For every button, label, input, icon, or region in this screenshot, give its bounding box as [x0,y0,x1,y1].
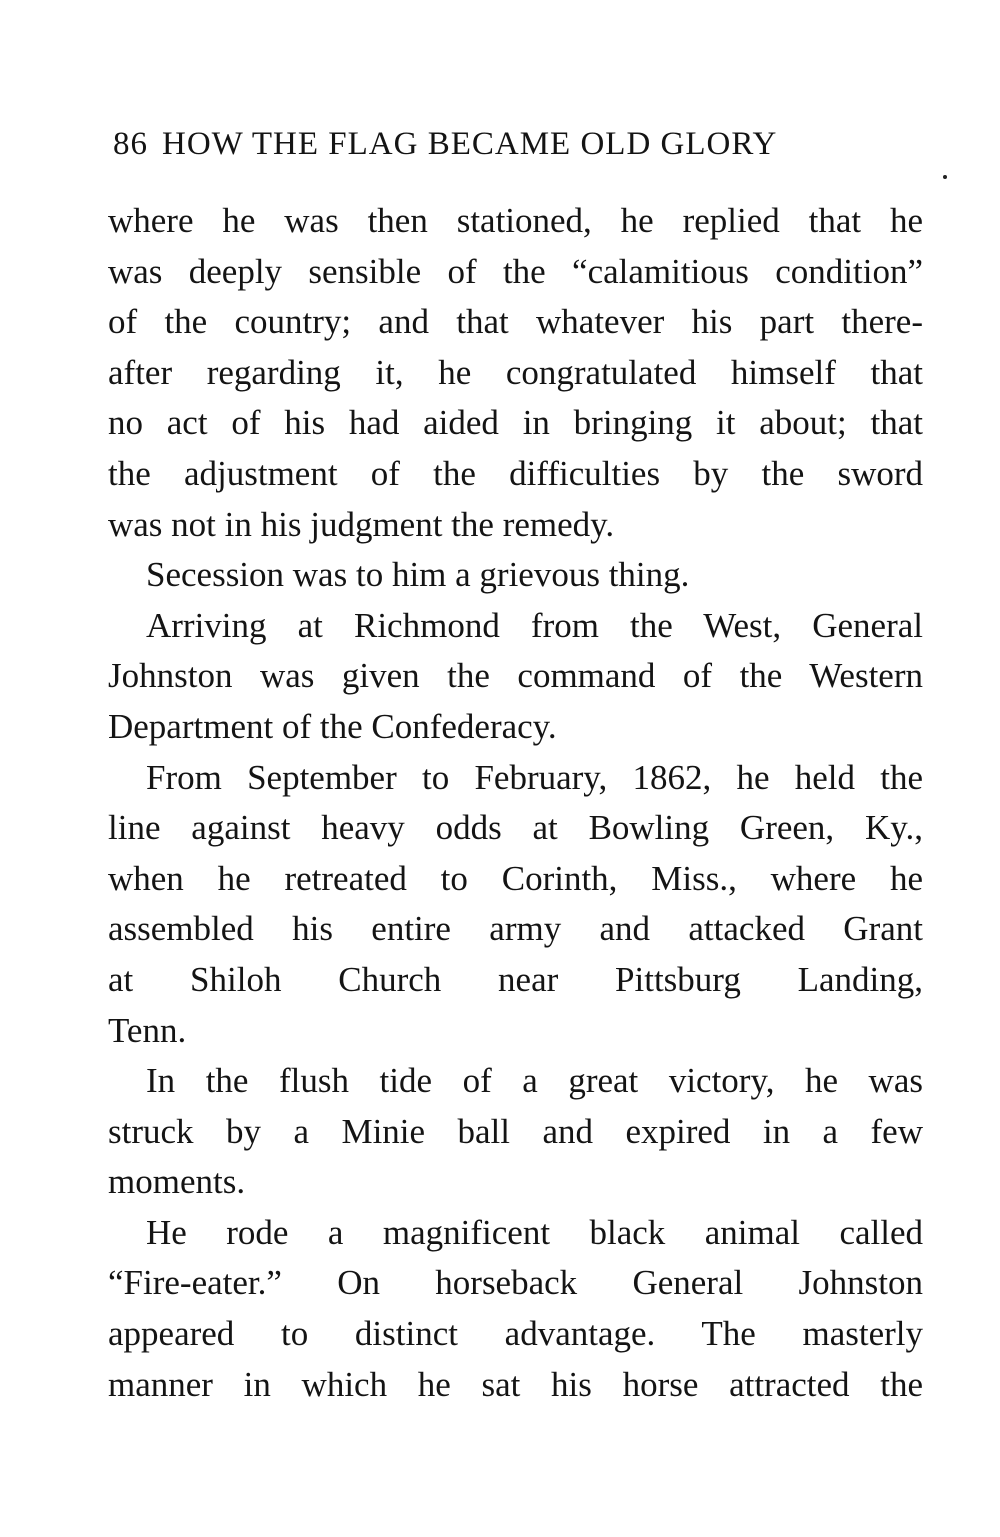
text-line: assembled his entire army and attacked Grant [108,909,923,949]
text-line: Secession was to him a grievous thing. [146,555,690,595]
text-line: Department of the Confederacy. [108,706,557,746]
text-line: manner in which he sat his horse attracted the [108,1364,923,1404]
text-line: struck by a Minie ball and expired in a few [108,1111,923,1151]
running-header [113,124,908,164]
text-line: Arriving at Richmond from the West, General [146,605,923,645]
text-line: Tenn. [108,1010,187,1050]
text-line: where he was then stationed, he replied that he [108,201,923,240]
stray-ink-mark [943,175,947,179]
text-line: appeared to distinct advantage. The masterly [108,1314,923,1354]
text-line: after regarding it, he congratulated himself that [108,352,923,392]
text-line: “Fire-eater.” On horseback General Johnston [108,1263,923,1303]
text-line: From September to February, 1862, he held the [146,757,923,797]
text-line: no act of his had aided in bringing it about; that [108,403,923,443]
text-line: moments. [108,1162,246,1202]
text-line: was deeply sensible of the “calamitious condition” [108,251,923,291]
running-title: HOW THE FLAG BECAME OLD GLORY [162,126,778,162]
text-line: line against heavy odds at Bowling Green, Ky., [108,808,923,848]
body-text [108,196,923,1410]
page-number: 86 [113,126,148,162]
text-line: at Shiloh Church near Pittsburg Landing, [108,959,923,999]
text-line: the adjustment of the difficulties by the sword [108,453,923,493]
text-line: was not in his judgment the remedy. [108,504,615,544]
text-line: He rode a magnificent black animal called [146,1212,923,1252]
text-line: Johnston was given the command of the Western [108,656,923,696]
text-line: In the flush tide of a great victory, he was [146,1061,923,1101]
text-line: when he retreated to Corinth, Miss., where he [108,858,923,898]
text-line: of the country; and that whatever his part there- [108,302,923,342]
